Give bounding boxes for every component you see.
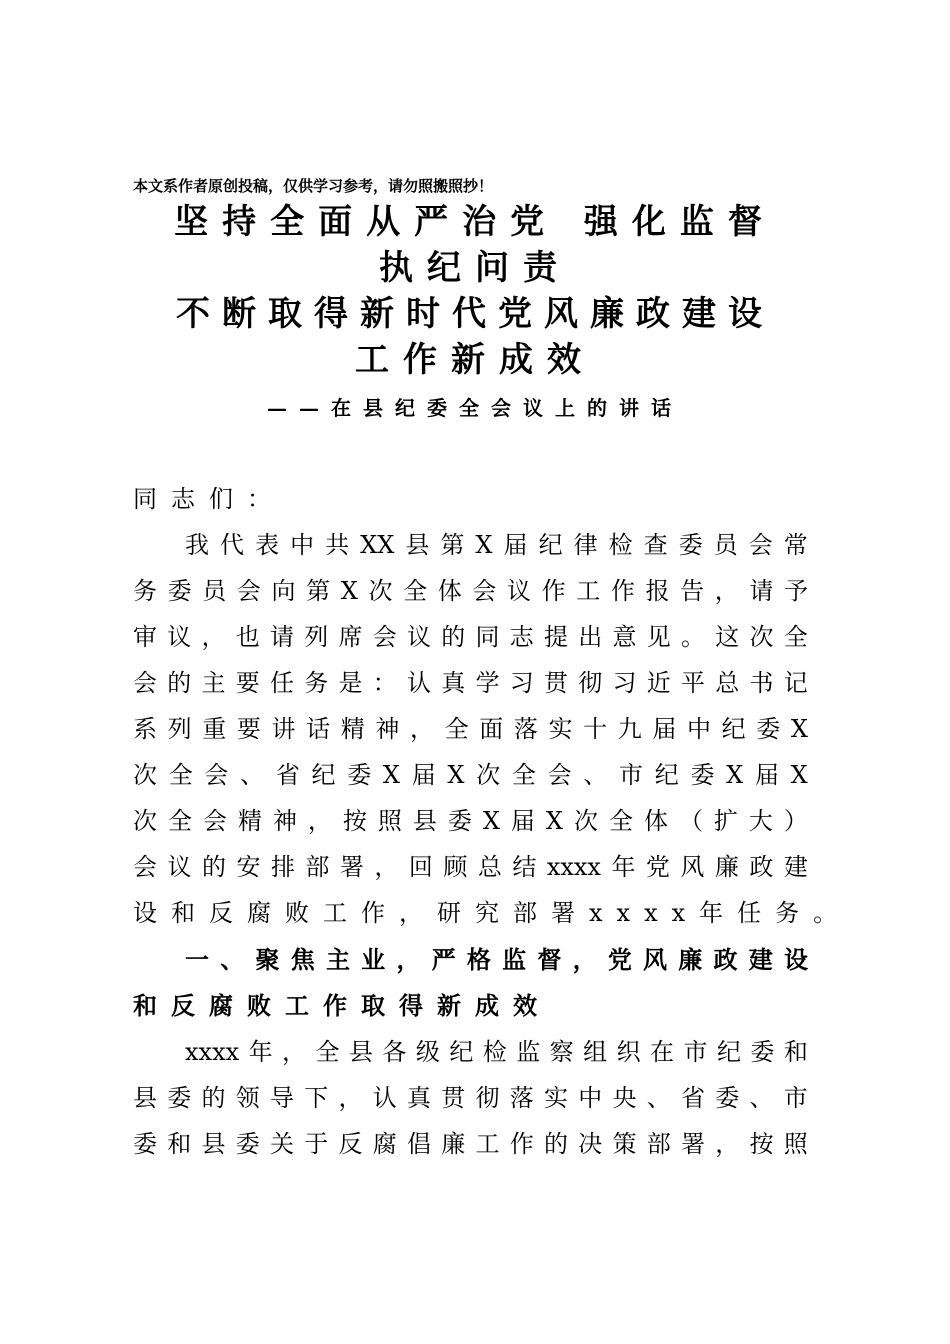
paragraph-line: 务 委 员 会 向 第 X 次 全 体 会 议 作 工 作 报 告 ， 请 予 (133, 577, 808, 605)
paragraph-line: 审 议 ， 也 请 列 席 会 议 的 同 志 提 出 意 见 。 这 次 全 (133, 623, 808, 651)
title-line-2: 执纪问责 (379, 248, 571, 288)
section-heading-line: 和反腐败工作取得新成效 (133, 992, 551, 1020)
title-line-1: 坚持全面从严治党 强化监督 (174, 202, 776, 242)
paragraph-line: 委 和 县 委 关 于 反 腐 倡 廉 工 作 的 决 策 部 署 ， 按 照 (133, 1130, 808, 1158)
salutation: 同志们： (133, 485, 285, 513)
paragraph-line: 次 全 会 、 省 纪 委 X 届 X 次 全 会 、 市 纪 委 X 届 X (133, 761, 808, 789)
paragraph-line: 设和反腐败工作，研究部署xxxx年任务。 (133, 899, 852, 927)
paragraph-line: 我 代 表 中 共 XX 县 第 X 届 纪 律 检 查 委 员 会 常 (185, 531, 808, 559)
paragraph-line: 会 议 的 安 排 部 署 ， 回 顾 总 结 xxxx 年 党 风 廉 政 建 (133, 853, 808, 881)
section-heading-line: 一 、 聚 焦 主 业 ， 严 格 监 督 ， 党 风 廉 政 建 设 (185, 946, 808, 974)
paragraph-line: xxxx 年 ， 全 县 各 级 纪 检 监 察 组 织 在 市 纪 委 和 (185, 1038, 808, 1066)
paragraph-line: 会 的 主 要 任 务 是 ： 认 真 学 习 贯 彻 习 近 平 总 书 记 (133, 669, 808, 697)
subtitle: ——在县纪委全会议上的讲话 (267, 396, 683, 420)
paragraph-line: 县 委 的 领 导 下 ， 认 真 贯 彻 落 实 中 央 、 省 委 、 市 (133, 1084, 808, 1112)
paragraph-line: 系 列 重 要 讲 话 精 神 ， 全 面 落 实 十 九 届 中 纪 委 X (133, 715, 808, 743)
paragraph-line: 次 全 会 精 神 ， 按 照 县 委 X 届 X 次 全 体 （ 扩 大 ） (133, 807, 808, 835)
title-line-4: 工作新成效 (355, 340, 595, 380)
title-line-3: 不断取得新时代党风廉政建设 (176, 294, 774, 334)
copyright-notice: 本文系作者原创投稿，仅供学习参考，请勿照搬照抄！ (133, 177, 494, 195)
